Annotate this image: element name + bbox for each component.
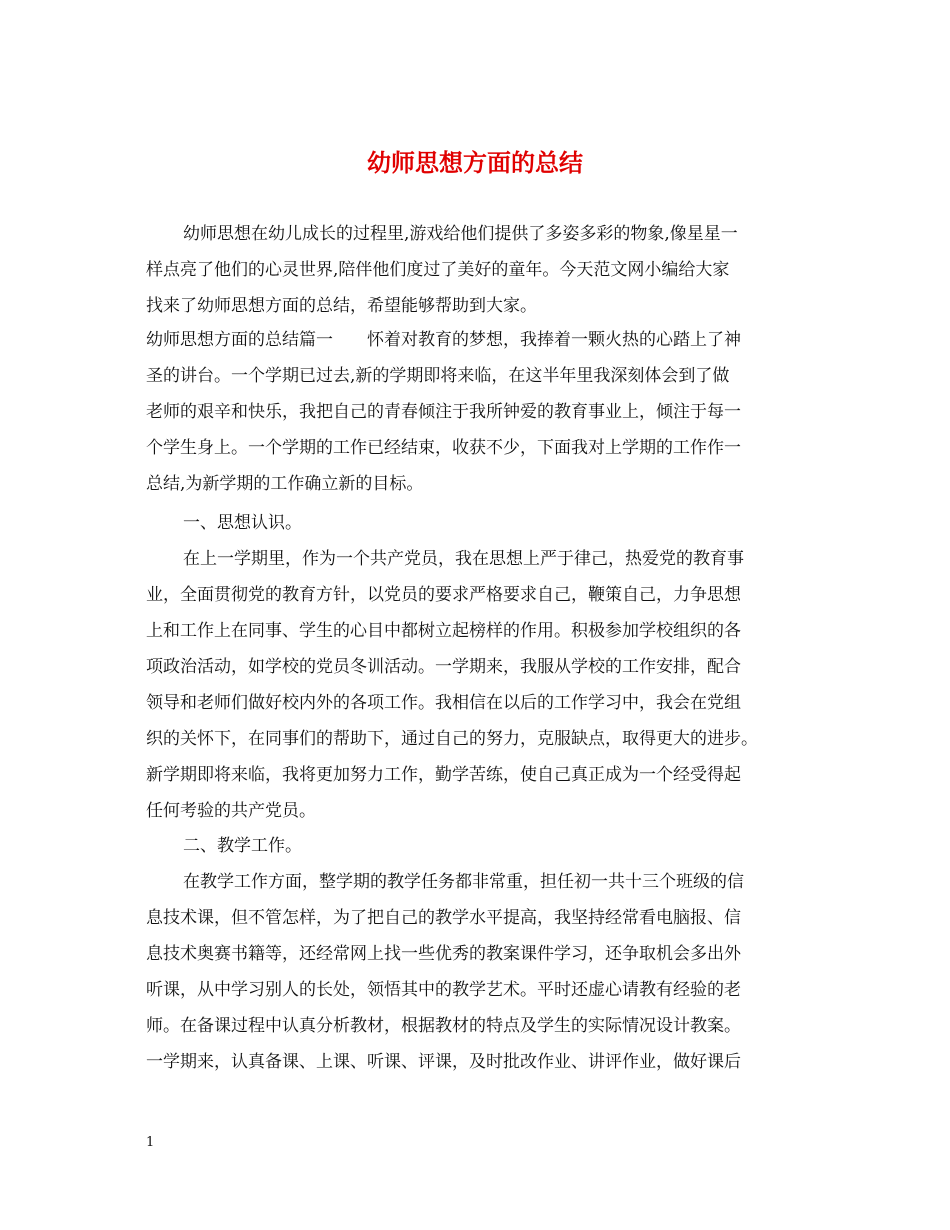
section-thought (146, 505, 806, 829)
intro-paragraph (146, 216, 806, 324)
section-heading: 二、教学工作。 (183, 836, 302, 856)
text-line: 在教学工作方面，整学期的教学任务都非常重，担任初一共十三个班级的信 (183, 872, 744, 892)
document-title: 幼师思想方面的总结 (367, 148, 583, 177)
text-line: 息技术课，但不管怎样，为了把自己的教学水平提高，我坚持经常看电脑报、信 (146, 908, 741, 928)
text-line: 幼师思想方面的总结篇一 怀着对教育的梦想，我捧着一颗火热的心踏上了神 (146, 330, 741, 350)
text-line: 幼师思想在幼儿成长的过程里,游戏给他们提供了多姿多彩的物象,像星星一 (183, 224, 738, 244)
text-line: 息技术奥赛书籍等，还经常网上找一些优秀的教案课件学习，还争取机会多出外 (146, 944, 741, 964)
section-teaching (146, 828, 806, 1080)
text-line: 新学期即将来临，我将更加努力工作，勤学苦练，使自己真正成为一个经受得起 (146, 765, 741, 785)
text-line: 个学生身上。一个学期的工作已经结束，收获不少，下面我对上学期的工作作一 (146, 438, 741, 458)
text-line: 任何考验的共产党员。 (146, 801, 316, 821)
text-line: 听课，从中学习别人的长处，领悟其中的教学艺术。平时还虚心请教有经验的老 (146, 980, 741, 1000)
text-line: 织的关怀下，在同事们的帮助下，通过自己的努力，克服缺点，取得更大的进步。 (146, 729, 758, 749)
text-line: 上和工作上在同事、学生的心目中都树立起榜样的作用。积极参加学校组织的各 (146, 621, 741, 641)
text-line: 总结,为新学期的工作确立新的目标。 (146, 474, 424, 494)
text-line: 圣的讲台。一个学期已过去,新的学期即将来临，在这半年里我深刻体会到了做 (146, 366, 730, 386)
text-line: 领导和老师们做好校内外的各项工作。我相信在以后的工作学习中，我会在党组 (146, 693, 741, 713)
page-number: 1 (146, 1135, 155, 1150)
article-one-paragraph (146, 322, 806, 502)
text-line: 找来了幼师思想方面的总结，希望能够帮助到大家。 (146, 296, 537, 316)
text-line: 样点亮了他们的心灵世界,陪伴他们度过了美好的童年。今天范文网小编给大家 (146, 260, 730, 280)
section-heading: 一、思想认识。 (183, 513, 302, 533)
text-line: 项政治活动，如学校的党员冬训活动。一学期来，我服从学校的工作安排，配合 (146, 657, 741, 677)
text-line: 业，全面贯彻党的教育方针，以党员的要求严格要求自己，鞭策自己，力争思想 (146, 585, 741, 605)
text-line: 在上一学期里，作为一个共产党员，我在思想上严于律己，热爱党的教育事 (183, 549, 744, 569)
text-line: 师。在备课过程中认真分析教材，根据教材的特点及学生的实际情况设计教案。 (146, 1016, 741, 1036)
text-line: 一学期来，认真备课、上课、听课、评课，及时批改作业、讲评作业，做好课后 (146, 1052, 741, 1072)
text-line: 老师的艰辛和快乐，我把自己的青春倾注于我所钟爱的教育事业上，倾注于每一 (146, 402, 741, 422)
